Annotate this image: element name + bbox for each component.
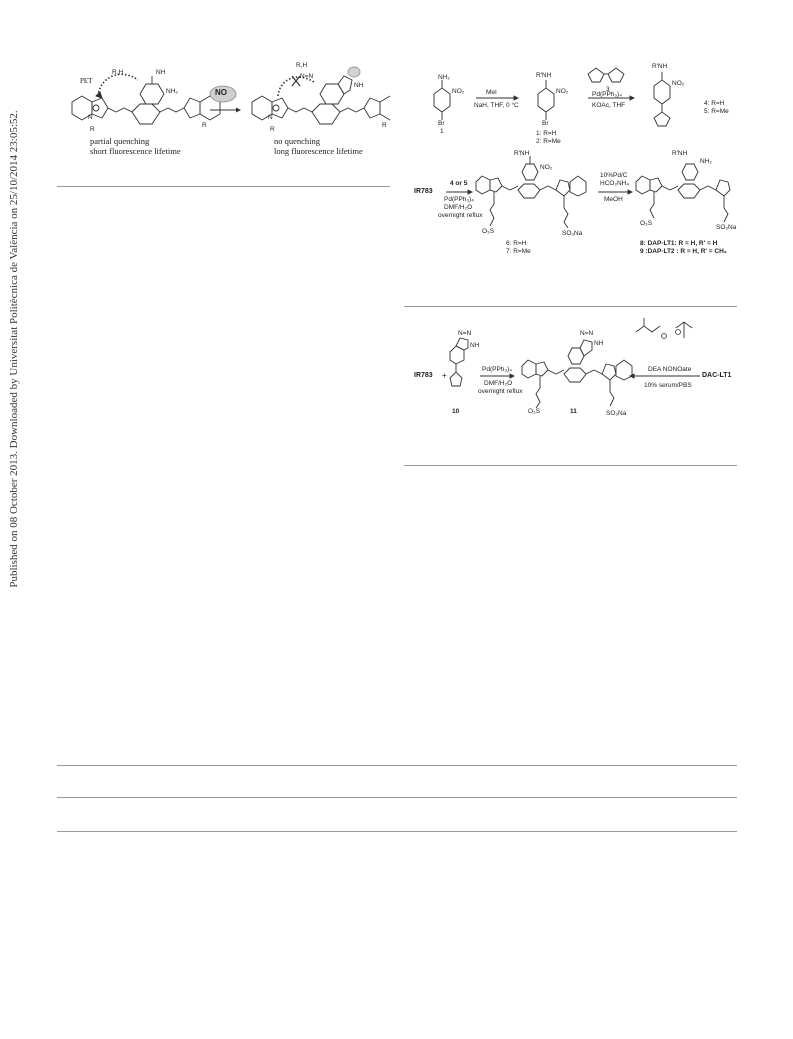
n-label-after: N (268, 114, 273, 121)
mid-int-rnh: R'NH (514, 150, 530, 157)
product-nn: N=N (580, 330, 594, 337)
mid-arrow2-l1: 10%Pd/C (600, 172, 628, 179)
mid-arrow1-l3: overnight reflux (438, 212, 483, 219)
product-num: 11 (570, 408, 577, 415)
arrow2-bottom: KOAc, THF (592, 102, 626, 109)
mid-so3-2: O₃S (640, 220, 653, 227)
dac-lt1-label: DAC-LT1 (702, 372, 732, 379)
mid-prod-nh2: NH₂ (700, 158, 712, 165)
mid-int-label-1: 6: R=H (506, 240, 527, 247)
bot-arrow-l2: DMF/H₂O (484, 380, 513, 387)
rh-label-before: R,H (112, 69, 124, 76)
rh-label-after: R,H (296, 62, 308, 69)
mid-so3na-1: SO₃Na (562, 230, 583, 237)
int-label-2: 2: R=Me (536, 138, 561, 145)
rule-right-2 (404, 465, 737, 466)
mid-arrow1-top: 4 or 5 (450, 180, 468, 187)
pet-label: PET (80, 77, 93, 85)
arrow1-top: MeI (486, 89, 497, 96)
mid-arrow1-l2: DMF/H₂O (444, 204, 473, 211)
rule-bottom-1 (57, 765, 737, 766)
mid-arrow1-l1: Pd(PPh₃)₄ (444, 196, 474, 203)
scheme-dac-lt (410, 318, 738, 430)
plus-sign: + (442, 371, 447, 380)
mid-prod-label-2: 9 :DAP-LT2 : R = H, R' = CH₃ (640, 248, 727, 255)
mid-prod-label-1: 8: DAP-LT1: R = H, R' = H (640, 240, 718, 247)
caption-after-1: no quenching (274, 136, 321, 146)
mid-so3na-2: SO₃Na (716, 224, 737, 231)
product-nh: NH (594, 340, 604, 347)
r-label-after-2: R (382, 122, 387, 129)
scheme-building-blocks (420, 58, 738, 150)
bot-arrow-l1: Pd(PPh₃)₄ (482, 366, 512, 373)
mid-arrow2-l2: HCO₂NH₄ (600, 180, 630, 187)
start-num: 1 (440, 128, 444, 135)
nh-label-before: NH (156, 69, 166, 76)
r-label-before-2: R (202, 122, 207, 129)
boronate-num: 10 (452, 408, 460, 415)
scheme-no-mechanism (60, 62, 390, 172)
download-note: Published on 08 October 2013. Downloaded by Universitat Politècnica de València on 25/10/2014 23:05:52. (8, 110, 20, 588)
start-br: Br (438, 120, 445, 127)
rule-right-1 (404, 306, 737, 307)
mid-prod-rnh: R'NH (672, 150, 688, 157)
scheme-dap-lt (410, 148, 738, 260)
nh2-label-before: NH₂ (166, 88, 178, 95)
boron-num: 3 (606, 86, 610, 93)
nn-label-after: N=N (300, 73, 314, 80)
mid-int-label-2: 7: R=Me (506, 248, 531, 255)
n-label-before: N (88, 114, 93, 121)
caption-before-1: partial quenching (90, 136, 150, 146)
boronate-nh: NH (470, 342, 480, 349)
mid-int-no2: NO₂ (540, 164, 553, 171)
arrow2-top: Pd(PPh₃)₄ (592, 91, 622, 98)
mid-so3-1: O₃S (482, 228, 495, 235)
prod-no2: NO₂ (672, 80, 685, 87)
caption-after-2: long fluorescence lifetime (274, 146, 363, 156)
prod-label-1: 4: R=H (704, 100, 725, 107)
nh-label-after: NH (354, 82, 364, 89)
product-so3na: SO₃Na (606, 410, 627, 417)
r-label-before-1: R (90, 126, 95, 133)
dea-nonoate: DEA NONOate (648, 366, 692, 373)
prod-label-2: 5: R=Me (704, 108, 729, 115)
mid-arrow2-l3: MeOH (604, 196, 623, 203)
int-no2: NO₂ (556, 88, 569, 95)
rule-bottom-2 (57, 797, 737, 798)
int-br: Br (542, 120, 549, 127)
product-so3: O₃S (528, 408, 541, 415)
start-nh2: NH₂ (438, 74, 450, 81)
rule-bottom-3 (57, 831, 737, 832)
serum-label: 10% serum/PBS (644, 382, 692, 389)
r-label-after-1: R (270, 126, 275, 133)
caption-before-2: short fluorescence lifetime (90, 146, 181, 156)
int-rnh: R'NH (536, 72, 552, 79)
rule-left-scheme (57, 186, 390, 187)
ir783-label-2: IR783 (414, 372, 433, 379)
building-blocks-drawing (420, 58, 738, 150)
bot-arrow-l3: overnight reflux (478, 388, 523, 395)
ir783-label-1: IR783 (414, 188, 433, 195)
arrow1-bottom: NaH, THF, 0 °C (474, 102, 519, 109)
prod-rnh: R'NH (652, 63, 668, 70)
boronate-nn: N=N (458, 330, 472, 337)
int-label-1: 1: R=H (536, 130, 557, 137)
reagent-no-label: NO (215, 88, 227, 97)
start-no2: NO₂ (452, 88, 465, 95)
